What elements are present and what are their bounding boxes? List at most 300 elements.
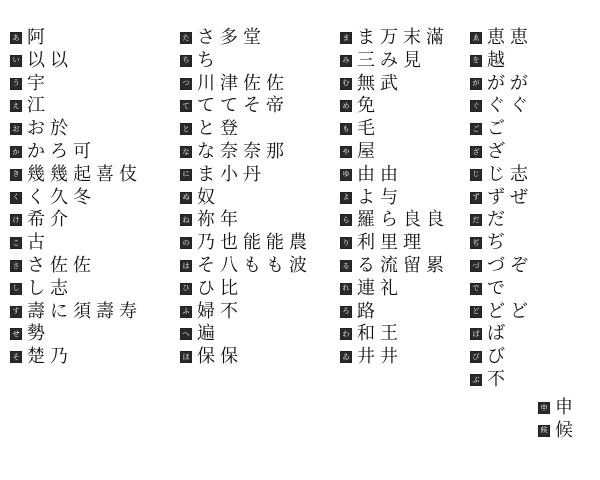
glyph-group: [27, 347, 68, 367]
kana-key-label: き: [10, 169, 22, 181]
hentaigana-glyph: 不: [220, 300, 238, 322]
kana-key-label: ふ: [180, 306, 192, 318]
hentaigana-glyph: 小: [220, 163, 238, 185]
chart-row: [470, 96, 528, 116]
hentaigana-glyph: 久: [50, 186, 68, 208]
hentaigana-glyph: だ: [487, 209, 505, 231]
hentaigana-glyph: 幾: [50, 163, 68, 185]
hentaigana-glyph: 滿: [426, 27, 444, 48]
hentaigana-glyph: 比: [220, 277, 238, 299]
hentaigana-glyph: か: [27, 141, 45, 162]
hentaigana-glyph: 免: [357, 95, 375, 117]
chart-row: [340, 210, 444, 230]
hentaigana-glyph: ぐ: [487, 95, 505, 117]
glyph-group: [27, 233, 45, 253]
hentaigana-glyph: 井: [357, 346, 375, 368]
glyph-group: [487, 233, 505, 253]
glyph-group: [357, 233, 421, 253]
hentaigana-glyph: ど: [510, 300, 528, 322]
hentaigana-glyph: 井: [380, 346, 398, 368]
kana-key-label: ざ: [470, 146, 482, 158]
hentaigana-glyph: 宇: [27, 72, 45, 94]
hentaigana-glyph: 理: [403, 232, 421, 254]
hentaigana-glyph: 登: [220, 118, 238, 140]
kana-key-label: え: [10, 100, 22, 112]
glyph-group: [357, 74, 398, 94]
hentaigana-glyph: と: [197, 118, 215, 140]
kana-key-label: む: [340, 78, 352, 90]
hentaigana-glyph: で: [487, 277, 505, 299]
kana-key-label: ぐ: [470, 100, 482, 112]
glyph-group: [197, 142, 284, 162]
kana-key-label: の: [180, 237, 192, 249]
glyph-group: [357, 324, 398, 344]
hentaigana-glyph: 佐: [50, 255, 68, 276]
chart-row: [180, 51, 215, 71]
hentaigana-glyph: ろ: [50, 141, 68, 162]
glyph-group: [487, 210, 505, 230]
hentaigana-glyph: づ: [487, 255, 505, 276]
hentaigana-glyph: 武: [380, 72, 398, 94]
hentaigana-glyph: 万: [380, 27, 398, 48]
kana-key-label: ぢ: [470, 237, 482, 249]
kana-key-label: ば: [470, 328, 482, 340]
hentaigana-glyph: 希: [27, 209, 45, 231]
hentaigana-glyph: 無: [357, 72, 375, 94]
kana-key-label: こ: [10, 237, 22, 249]
hentaigana-glyph: じ: [487, 163, 505, 185]
glyph-group: [197, 165, 261, 185]
kana-key-label: れ: [340, 283, 352, 295]
glyph-group: [197, 96, 284, 116]
hentaigana-glyph: 志: [510, 163, 528, 185]
kana-key-label: で: [470, 283, 482, 295]
hentaigana-glyph: ぜ: [510, 186, 528, 208]
hentaigana-glyph: ず: [487, 186, 505, 208]
hentaigana-glyph: 累: [426, 255, 444, 276]
kana-key-label: じ: [470, 169, 482, 181]
chart-row: [340, 96, 375, 116]
glyph-group: [487, 74, 528, 94]
glyph-group: [27, 188, 91, 208]
glyph-group: [357, 188, 398, 208]
kana-key-label: ゆ: [340, 169, 352, 181]
hentaigana-glyph: 江: [27, 95, 45, 117]
glyph-group: [555, 398, 573, 418]
hentaigana-glyph: 以: [27, 49, 45, 71]
kana-key-label: て: [180, 100, 192, 112]
chart-row: [470, 279, 505, 299]
kana-key-label: さ: [10, 260, 22, 272]
hentaigana-glyph: 農: [289, 232, 307, 254]
hentaigana-glyph: ぢ: [487, 232, 505, 254]
glyph-group: [197, 324, 215, 344]
hentaigana-glyph: 喜: [96, 163, 114, 185]
kana-key-label: ら: [340, 214, 352, 226]
hentaigana-glyph: 幾: [27, 163, 45, 185]
hentaigana-glyph: し: [27, 277, 45, 299]
hentaigana-glyph: 恵: [510, 27, 528, 48]
hentaigana-glyph: 堂: [243, 27, 261, 48]
hentaigana-glyph: み: [380, 49, 398, 71]
hentaigana-glyph: そ: [243, 95, 261, 117]
glyph-group: [27, 74, 45, 94]
chart-row: [470, 142, 505, 162]
chart-row: [10, 347, 68, 367]
kana-key-label: お: [10, 123, 22, 135]
chart-row: [470, 324, 505, 344]
glyph-group: [197, 74, 284, 94]
hentaigana-glyph: て: [220, 95, 238, 117]
glyph-group: [27, 279, 68, 299]
hentaigana-glyph: 遍: [197, 323, 215, 345]
glyph-group: [197, 302, 238, 322]
hentaigana-glyph: 羅: [357, 209, 375, 231]
glyph-group: [487, 324, 505, 344]
hentaigana-glyph: 祢: [197, 209, 215, 231]
kana-key-label: そ: [10, 351, 22, 363]
kana-key-label: ご: [470, 123, 482, 135]
hentaigana-glyph: 不: [487, 369, 505, 390]
glyph-group: [487, 188, 528, 208]
kana-key-label: も: [340, 123, 352, 135]
chart-row: [470, 370, 505, 390]
hentaigana-glyph: 古: [27, 232, 45, 254]
kana-key-label: を: [470, 55, 482, 67]
kana-key-label: 申: [538, 402, 550, 414]
chart-row: [180, 279, 238, 299]
chart-row: [470, 119, 505, 139]
hentaigana-glyph: に: [50, 300, 68, 322]
hentaigana-glyph: 於: [50, 118, 68, 140]
chart-row: [340, 74, 398, 94]
hentaigana-glyph: 三: [357, 49, 375, 71]
hentaigana-glyph: 屋: [357, 141, 375, 162]
chart-row: [180, 142, 284, 162]
chart-row: [10, 302, 137, 322]
kana-key-label: り: [340, 237, 352, 249]
hentaigana-glyph: 阿: [27, 27, 45, 48]
chart-row: [340, 119, 375, 139]
chart-row: [340, 324, 398, 344]
kana-key-label: な: [180, 146, 192, 158]
hentaigana-glyph: 由: [380, 163, 398, 185]
chart-row: [340, 188, 398, 208]
chart-row: [538, 398, 573, 418]
hentaigana-glyph: な: [197, 141, 215, 162]
kana-key-label: ね: [180, 214, 192, 226]
chart-row: [10, 74, 45, 94]
hentaigana-glyph: 恵: [487, 27, 505, 48]
kana-key-label: わ: [340, 328, 352, 340]
hentaigana-glyph: お: [27, 118, 45, 140]
glyph-group: [27, 165, 137, 185]
hentaigana-glyph: 能: [266, 232, 284, 254]
hentaigana-glyph: ま: [357, 27, 375, 48]
glyph-group: [197, 28, 261, 48]
hentaigana-glyph: 佐: [73, 255, 91, 276]
chart-row: [470, 302, 528, 322]
kana-key-label: び: [470, 351, 482, 363]
kana-key-label: ろ: [340, 306, 352, 318]
glyph-group: [357, 51, 421, 71]
chart-row: [470, 165, 528, 185]
chart-row: [470, 51, 505, 71]
hentaigana-glyph: 越: [487, 49, 505, 71]
hentaigana-glyph: 流: [380, 255, 398, 276]
glyph-group: [197, 119, 238, 139]
chart-row: [470, 188, 528, 208]
hentaigana-glyph: 奈: [220, 141, 238, 162]
kana-key-label: せ: [10, 328, 22, 340]
kana-key-label: ず: [470, 192, 482, 204]
glyph-group: [487, 165, 528, 185]
hentaigana-glyph: ば: [487, 323, 505, 345]
hentaigana-glyph: 八: [220, 255, 238, 276]
hentaigana-glyph: 良: [403, 209, 421, 231]
hentaigana-glyph: ど: [487, 300, 505, 322]
chart-row: [470, 233, 505, 253]
hentaigana-glyph: 留: [403, 255, 421, 276]
hentaigana-glyph: 佐: [266, 72, 284, 94]
hentaigana-glyph: ご: [487, 118, 505, 140]
hentaigana-glyph: 奈: [243, 141, 261, 162]
glyph-group: [487, 96, 528, 116]
chart-row: [470, 347, 505, 367]
chart-row: [10, 233, 45, 253]
kana-key-label: は: [180, 260, 192, 272]
glyph-group: [357, 119, 375, 139]
chart-row: [180, 165, 261, 185]
glyph-group: [27, 210, 68, 230]
hentaigana-glyph: 奴: [197, 186, 215, 208]
chart-row: [10, 256, 91, 276]
hentaigana-glyph: て: [197, 95, 215, 117]
chart-row: [470, 74, 528, 94]
hentaigana-glyph: 王: [380, 323, 398, 345]
hentaigana-glyph: 能: [243, 232, 261, 254]
kana-key-label: と: [180, 123, 192, 135]
chart-row: [340, 142, 375, 162]
chart-row: [180, 74, 284, 94]
glyph-group: [357, 165, 398, 185]
glyph-group: [357, 28, 444, 48]
glyph-group: [27, 28, 45, 48]
hentaigana-glyph: 丹: [243, 163, 261, 185]
chart-row: [340, 302, 375, 322]
glyph-group: [197, 256, 307, 276]
glyph-group: [555, 421, 573, 441]
chart-row: [180, 210, 238, 230]
glyph-group: [27, 324, 45, 344]
kana-key-label: く: [10, 192, 22, 204]
chart-row: [470, 256, 528, 276]
chart-row: [340, 347, 398, 367]
hentaigana-glyph: 那: [266, 141, 284, 162]
kana-key-label: め: [340, 100, 352, 112]
kana-key-label: ま: [340, 32, 352, 44]
hentaigana-glyph: 志: [50, 277, 68, 299]
glyph-group: [197, 279, 238, 299]
hentaigana-glyph: 楚: [27, 346, 45, 368]
glyph-group: [487, 279, 505, 299]
chart-row: [10, 165, 137, 185]
hentaigana-glyph: も: [266, 255, 284, 276]
glyph-group: [357, 256, 444, 276]
hentaigana-glyph: よ: [357, 186, 375, 208]
kana-key-label: に: [180, 169, 192, 181]
glyph-group: [357, 210, 444, 230]
glyph-group: [487, 51, 505, 71]
chart-row: [180, 96, 284, 116]
chart-row: [180, 256, 307, 276]
glyph-group: [487, 256, 528, 276]
chart-row: [340, 51, 421, 71]
hentaigana-glyph: そ: [197, 255, 215, 276]
glyph-group: [197, 210, 238, 230]
hentaigana-glyph: く: [27, 186, 45, 208]
glyph-group: [27, 96, 45, 116]
hentaigana-glyph: 乃: [197, 232, 215, 254]
kana-key-label: す: [10, 306, 22, 318]
hentaigana-glyph: も: [243, 255, 261, 276]
hentaigana-glyph: 年: [220, 209, 238, 231]
kana-key-label: ひ: [180, 283, 192, 295]
glyph-group: [27, 51, 68, 71]
chart-row: [10, 142, 91, 162]
glyph-group: [27, 142, 91, 162]
kana-key-label: 候: [538, 425, 550, 437]
hentaigana-glyph: 礼: [380, 277, 398, 299]
glyph-group: [487, 370, 505, 390]
hentaigana-glyph: る: [357, 255, 375, 276]
chart-row: [180, 188, 215, 208]
hentaigana-glyph: 佐: [243, 72, 261, 94]
hentaigana-glyph: 津: [220, 72, 238, 94]
hentaigana-glyph: ひ: [197, 277, 215, 299]
hentaigana-glyph: 路: [357, 300, 375, 322]
glyph-group: [27, 256, 91, 276]
hentaigana-glyph: ざ: [487, 141, 505, 162]
chart-row: [340, 233, 421, 253]
glyph-group: [197, 188, 215, 208]
hentaigana-glyph: ら: [380, 209, 398, 231]
hentaigana-glyph: 波: [289, 255, 307, 276]
hentaigana-glyph: 川: [197, 72, 215, 94]
glyph-group: [487, 119, 505, 139]
hentaigana-glyph: 申: [555, 397, 573, 418]
hentaigana-glyph: 和: [357, 323, 375, 345]
kana-key-label: ぶ: [470, 374, 482, 386]
chart-row: [340, 256, 444, 276]
chart-row: [10, 28, 45, 48]
hentaigana-glyph: 見: [403, 49, 421, 71]
hentaigana-glyph: 壽: [96, 300, 114, 322]
glyph-group: [487, 28, 528, 48]
glyph-group: [197, 51, 215, 71]
hentaigana-glyph: 連: [357, 277, 375, 299]
chart-row: [180, 347, 238, 367]
hentaigana-glyph: び: [487, 346, 505, 368]
chart-row: [470, 28, 528, 48]
hentaigana-glyph: さ: [197, 27, 215, 48]
glyph-group: [357, 347, 398, 367]
glyph-group: [357, 279, 398, 299]
hentaigana-glyph: 以: [50, 49, 68, 71]
hentaigana-glyph: ち: [197, 49, 215, 71]
kana-key-label: づ: [470, 260, 482, 272]
chart-row: [180, 233, 307, 253]
hentaigana-glyph: 介: [50, 209, 68, 231]
chart-row: [10, 188, 91, 208]
hentaigana-glyph: 毛: [357, 118, 375, 140]
hentaigana-glyph: 帝: [266, 95, 284, 117]
hentaigana-glyph: 保: [220, 346, 238, 368]
hentaigana-glyph: 候: [555, 419, 573, 441]
glyph-group: [27, 119, 68, 139]
hentaigana-glyph: ま: [197, 163, 215, 185]
hentaigana-glyph: 須: [73, 300, 91, 322]
hentaigana-glyph: さ: [27, 255, 45, 276]
hentaigana-glyph: 寿: [119, 300, 137, 322]
kana-key-label: ち: [180, 55, 192, 67]
kana-key-label: が: [470, 78, 482, 90]
kana-key-label: る: [340, 260, 352, 272]
chart-row: [10, 324, 45, 344]
hentaigana-glyph: 婦: [197, 300, 215, 322]
chart-row: [340, 28, 444, 48]
kana-key-label: い: [10, 55, 22, 67]
kana-key-label: ほ: [180, 351, 192, 363]
kana-key-label: み: [340, 55, 352, 67]
hentaigana-glyph: が: [510, 72, 528, 94]
hentaigana-glyph: 利: [357, 232, 375, 254]
glyph-group: [487, 302, 528, 322]
glyph-group: [487, 347, 505, 367]
hentaigana-glyph: 可: [73, 141, 91, 162]
hentaigana-glyph: 由: [357, 163, 375, 185]
hentaigana-glyph: ぞ: [510, 255, 528, 276]
kana-key-label: し: [10, 283, 22, 295]
kana-key-label: あ: [10, 32, 22, 44]
hentaigana-glyph: 也: [220, 232, 238, 254]
glyph-group: [197, 233, 307, 253]
kana-key-label: だ: [470, 214, 482, 226]
chart-row: [180, 302, 238, 322]
chart-row: [10, 51, 68, 71]
hentaigana-glyph: 起: [73, 163, 91, 185]
kana-key-label: け: [10, 214, 22, 226]
hentaigana-glyph: が: [487, 72, 505, 94]
hentaigana-glyph: 多: [220, 27, 238, 48]
hentaigana-glyph: 勢: [27, 323, 45, 345]
chart-row: [10, 119, 68, 139]
kana-key-label: か: [10, 146, 22, 158]
chart-row: [180, 324, 215, 344]
kana-key-label: よ: [340, 192, 352, 204]
chart-row: [180, 28, 261, 48]
hentaigana-glyph: 冬: [73, 186, 91, 208]
glyph-group: [27, 302, 137, 322]
hentaigana-glyph: 伎: [119, 163, 137, 185]
chart-row: [470, 210, 505, 230]
kana-key-label: へ: [180, 328, 192, 340]
hentaigana-glyph: 乃: [50, 346, 68, 368]
chart-row: [340, 165, 398, 185]
hentaigana-glyph: 保: [197, 346, 215, 368]
kana-key-label: ど: [470, 306, 482, 318]
kana-key-label: ゐ: [340, 351, 352, 363]
